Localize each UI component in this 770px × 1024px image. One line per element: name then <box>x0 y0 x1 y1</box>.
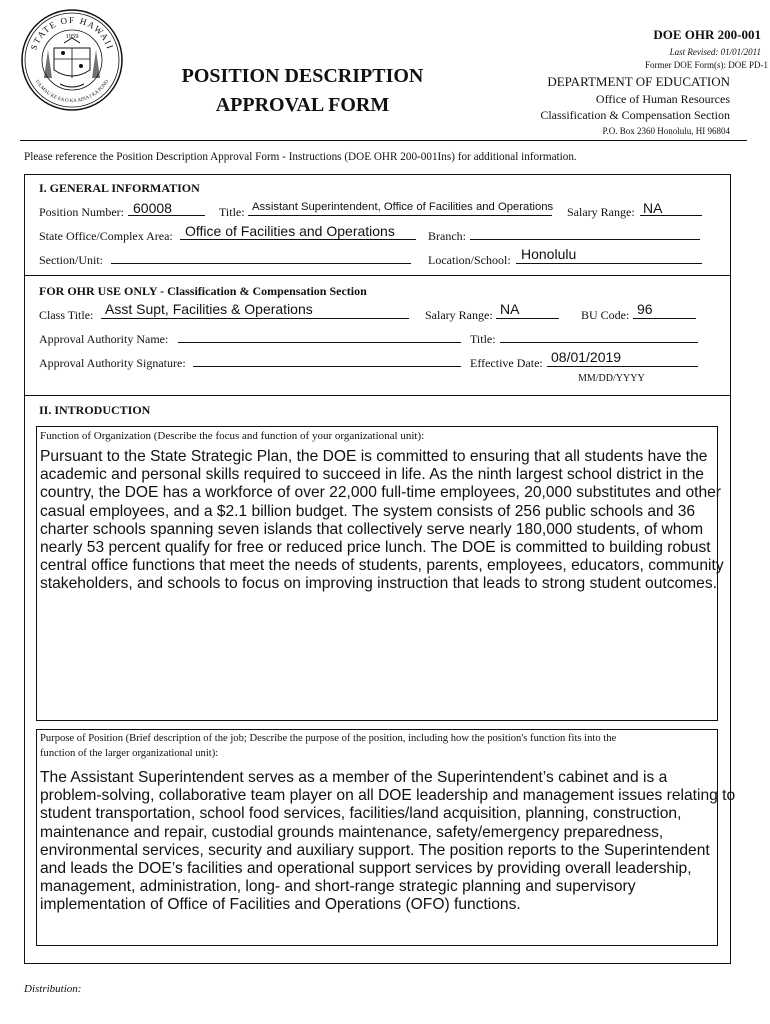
purpose-of-position-label-line1: Purpose of Position (Brief description of the job; Describe the purpose of the position, including how the position's function fits into the <box>40 733 617 744</box>
function-of-organization-line: country, the DOE has a workforce of over 22,000 full-time employees, 20,000 substitutes and other <box>40 484 722 502</box>
branch-field[interactable] <box>470 239 700 240</box>
ohr-salary-range-value: NA <box>500 301 520 317</box>
bu-code-value: 96 <box>637 301 653 317</box>
page-title <box>150 62 455 120</box>
branch-label: Branch: <box>428 229 466 243</box>
state-office-field[interactable] <box>180 239 416 240</box>
purpose-of-position-line: management, administration, long- and short-range strategic planning and supervisory <box>40 878 636 896</box>
distribution-label: Distribution: <box>24 983 82 995</box>
section-unit-field[interactable] <box>111 263 411 264</box>
approval-name-label: Approval Authority Name: <box>39 332 169 346</box>
instructions-note: Please reference the Position Description Approval Form - Instructions (DOE OHR 200-001Ins) for additional information. <box>24 151 577 163</box>
salary-range-label: Salary Range: <box>567 205 635 219</box>
ohr-heading: FOR OHR USE ONLY - Classification & Compensation Section <box>39 284 367 298</box>
state-office-value: Office of Facilities and Operations <box>185 223 395 239</box>
svg-text:UA MAU KE EA O KA AINA I KA PO <box>34 79 110 104</box>
title-field[interactable] <box>248 215 552 216</box>
purpose-of-position-line: student transportation, school food services, facilities/land acquisition, planning, construction, <box>40 805 682 823</box>
purpose-of-position-text <box>40 769 736 915</box>
function-of-organization-line: charter schools spanning seven islands that collectively serve nearly 180,000 students, of whom <box>40 520 704 538</box>
state-office-label: State Office/Complex Area: <box>39 229 173 243</box>
bu-code-field[interactable] <box>633 318 696 319</box>
class-title-label: Class Title: <box>39 308 94 322</box>
general-divider <box>24 275 731 276</box>
office-address: P.O. Box 2360 Honolulu, HI 96804 <box>602 126 730 136</box>
salary-range-value: NA <box>643 200 663 216</box>
location-label: Location/School: <box>428 253 511 267</box>
approval-title-label: Title: <box>470 332 496 346</box>
location-value: Honolulu <box>521 246 577 262</box>
function-of-organization-line: central office functions that meet the needs of students, parents, employees, educators, community <box>40 557 724 575</box>
department-name: DEPARTMENT OF EDUCATION <box>547 74 730 89</box>
ohr-salary-range-label: Salary Range: <box>425 308 493 322</box>
ohr-divider <box>24 395 731 396</box>
function-of-organization-label: Function of Organization (Describe the focus and function of your organizational unit): <box>40 430 425 442</box>
seal-top-text: STATE OF HAWAII <box>28 14 116 52</box>
purpose-of-position-line: and leads the DOE’s facilities and operational support services by providing overall leadership, <box>40 860 692 878</box>
header-divider <box>20 140 747 141</box>
date-format-hint: MM/DD/YYYY <box>578 373 645 384</box>
function-of-organization-text <box>40 448 724 594</box>
purpose-of-position-label-line2: function of the larger organizational unit): <box>40 748 219 759</box>
function-of-organization-line: Pursuant to the State Strategic Plan, the DOE is committed to ensuring that all students have the <box>40 448 708 465</box>
introduction-heading: II. INTRODUCTION <box>39 403 151 417</box>
function-of-organization-line: casual employees, and a $2.1 billion budget. The system consists of 256 public schools and 36 <box>40 502 696 520</box>
approval-title-field[interactable] <box>500 342 698 343</box>
approval-signature-label: Approval Authority Signature: <box>39 356 186 370</box>
former-forms: Former DOE Form(s): DOE PD-1 <box>645 60 768 70</box>
function-of-organization-line: nearly 53 percent qualify for free or reduced price lunch. The DOE is committed to building robust <box>40 539 711 557</box>
effective-date-field[interactable] <box>547 366 698 367</box>
seal-year: 1959 <box>65 33 79 40</box>
approval-name-field[interactable] <box>178 342 461 343</box>
purpose-of-position-line: implementation of Office of Facilities and Operations (OFO) functions. <box>40 896 521 914</box>
section-unit-label: Section/Unit: <box>39 253 103 267</box>
effective-date-value: 08/01/2019 <box>551 349 622 365</box>
page-title-line1: POSITION DESCRIPTION <box>181 65 424 87</box>
bu-code-label: BU Code: <box>581 308 630 322</box>
last-revised: Last Revised: 01/01/2011 <box>669 47 761 57</box>
class-title-field[interactable] <box>101 318 409 319</box>
title-value: Assistant Superintendent, Office of Facilities and Operations <box>252 201 554 213</box>
function-of-organization-line: academic and personal skills required to succeed in life. As the ninth largest school district in the <box>40 466 704 484</box>
position-number-value: 60008 <box>133 200 172 216</box>
location-field[interactable] <box>516 263 702 264</box>
effective-date-label: Effective Date: <box>470 356 543 370</box>
office-name: Office of Human Resources <box>595 92 730 106</box>
ohr-salary-range-field[interactable] <box>496 318 559 319</box>
title-label: Title: <box>219 205 245 219</box>
form-code: DOE OHR 200-001 <box>653 27 761 42</box>
function-of-organization-line: stakeholders, and schools to focus on improving instruction that leads to strong student outcomes. <box>40 575 717 593</box>
class-title-value: Asst Supt, Facilities & Operations <box>105 301 313 317</box>
approval-signature-field[interactable] <box>193 366 461 367</box>
position-number-label: Position Number: <box>39 205 125 219</box>
section-name: Classification & Compensation Section <box>540 108 730 122</box>
general-heading: I. GENERAL INFORMATION <box>39 181 200 195</box>
purpose-of-position-line: maintenance and repair, custodial grounds maintenance, safety/emergency preparedness, <box>40 823 664 841</box>
seal-motto: UA MAU KE EA O KA AINA I KA PONO <box>33 79 111 105</box>
purpose-of-position-line: The Assistant Superintendent serves as a member of the Superintendent’s cabinet and is a <box>40 769 668 786</box>
purpose-of-position-line: environmental services, security and auxiliary support. The position reports to the Superintendent <box>40 841 710 859</box>
page-title-line2: APPROVAL FORM <box>215 94 390 116</box>
state-seal <box>20 8 124 112</box>
purpose-of-position-line: problem-solving, collaborative team player on all DOE leadership and management issues relating to <box>40 787 736 805</box>
